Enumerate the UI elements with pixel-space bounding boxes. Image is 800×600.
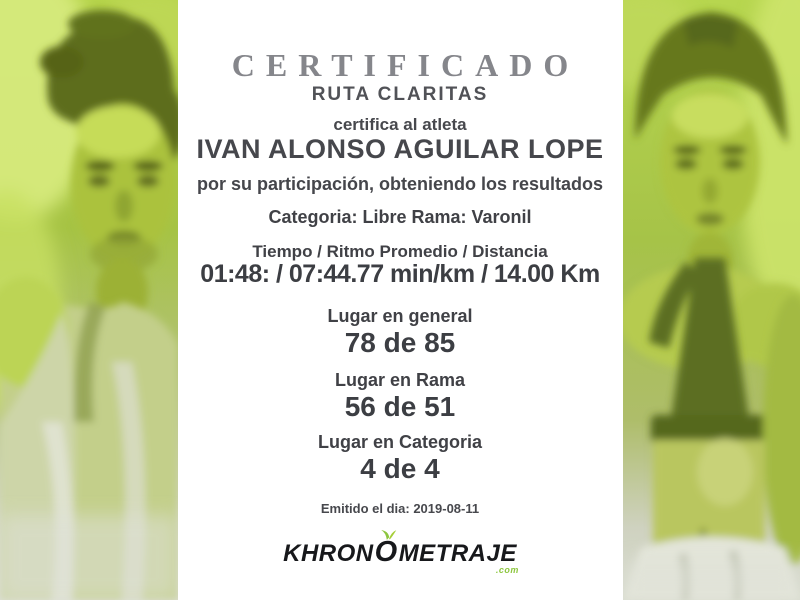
issued-date: Emitido el dia: 2019-08-11 xyxy=(320,501,480,516)
leaf-icon xyxy=(379,528,398,542)
participation-text: por su participación, obteniendo los resultados xyxy=(196,174,604,194)
overall-rank-label: Lugar en general xyxy=(327,306,473,326)
results-header: Tiempo / Ritmo Promedio / Distancia xyxy=(252,242,548,261)
results-value: 01:48: / 07:44.77 min/km / 14.00 Km xyxy=(200,260,600,288)
overall-rank-value: 78 de 85 xyxy=(344,327,456,358)
event-name: RUTA CLARITAS xyxy=(311,84,489,105)
branch-rank-label: Lugar en Rama xyxy=(334,370,466,390)
logo-stopwatch-o xyxy=(375,538,398,567)
khronometraje-logo xyxy=(0,536,800,575)
branch-rank-value: 56 de 51 xyxy=(344,391,456,422)
certificate-title: CERTIFICADO xyxy=(231,47,580,83)
logo-text-right: METRAJE xyxy=(398,540,517,567)
category-rank-value: 4 de 4 xyxy=(360,453,440,484)
athlete-name: IVAN ALONSO AGUILAR LOPE xyxy=(196,134,604,164)
category-rank-label: Lugar en Categoria xyxy=(317,432,483,452)
logo-text-right-wrap xyxy=(398,540,519,575)
logo-text-left: KHRON xyxy=(283,540,374,567)
logo-o-letter: O xyxy=(374,536,398,568)
category-and-branch: Categoria: Libre Rama: Varonil xyxy=(268,207,532,227)
certifies-label: certifica al atleta xyxy=(333,115,467,134)
logo-dot-com: .com xyxy=(495,565,519,575)
